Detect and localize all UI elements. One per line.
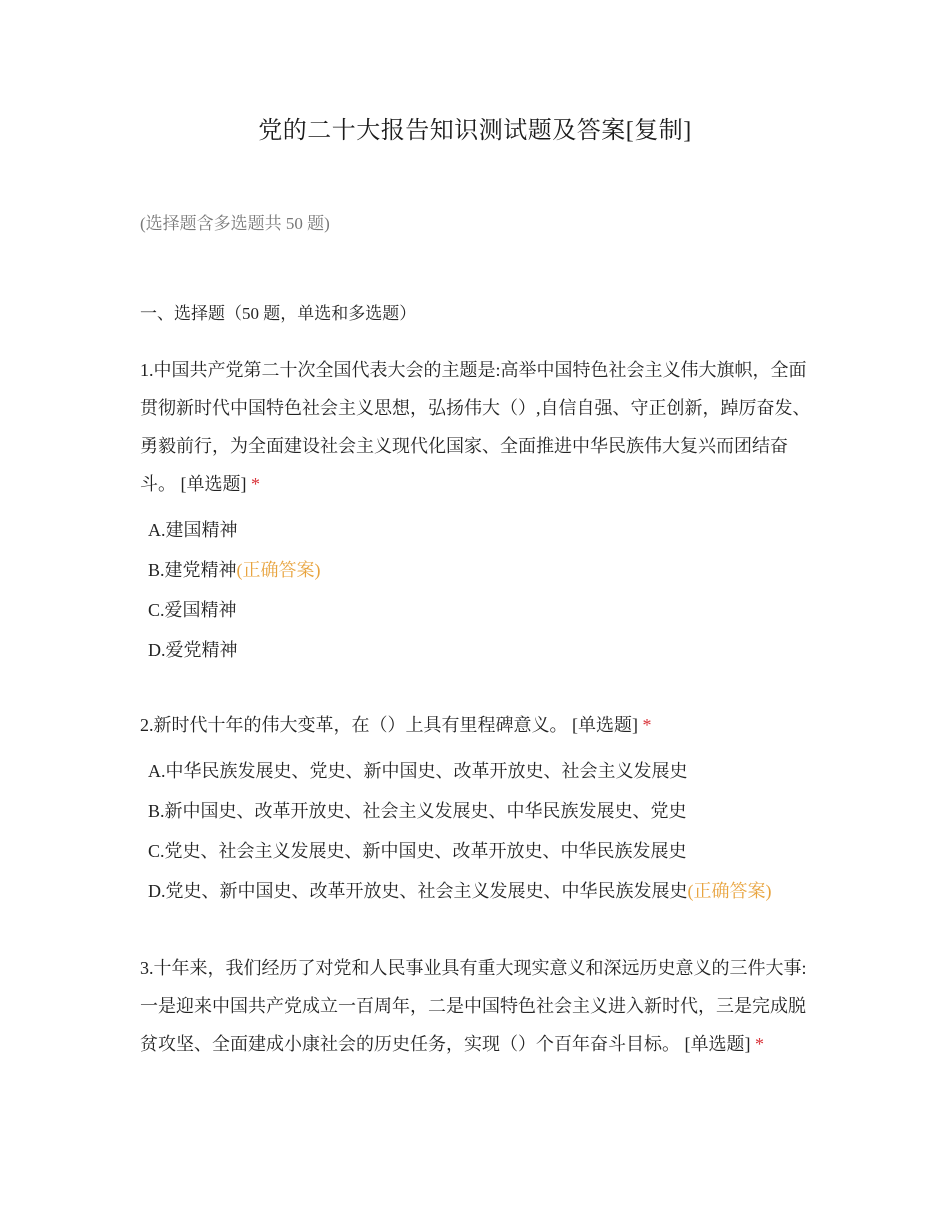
option-text: A.中华民族发展史、党史、新中国史、改革开放史、社会主义发展史 <box>148 761 688 781</box>
question-1-type-tag: [单选题] <box>180 474 247 494</box>
option-text: A.建国精神 <box>148 520 238 540</box>
question-2-option-a[interactable] <box>148 751 848 791</box>
question-1-option-d[interactable] <box>148 630 848 670</box>
question-2-option-b[interactable] <box>148 791 848 831</box>
question-1 <box>140 351 820 503</box>
question-3-type-tag: [单选题] <box>684 1034 751 1054</box>
question-1-option-c[interactable] <box>148 590 848 630</box>
question-1-options <box>148 510 848 670</box>
question-3 <box>140 949 820 1063</box>
section-heading: 一、选择题（50 题，单选和多选题） <box>140 304 417 323</box>
option-text: D.爱党精神 <box>148 640 238 660</box>
question-2-text: 2.新时代十年的伟大变革，在（）上具有里程碑意义。 <box>140 715 568 735</box>
question-3-text: 3.十年来，我们经历了对党和人民事业具有重大现实意义和深远历史意义的三件大事:一是迎来中国共产党成立一百周年，二是中国特色社会主义进入新时代，三是完成脱贫攻坚、全面建成小康社会的历史任务，实现（）个百年奋斗目标。 <box>140 958 807 1054</box>
question-1-text: 1.中国共产党第二十次全国代表大会的主题是:高举中国特色社会主义伟大旗帜，全面贯彻新时代中国特色社会主义思想，弘扬伟大（）,自信自强、守正创新，踔厉奋发、勇毅前行，为全面建设社会主义现代化国家、全面推进中华民族伟大复兴而团结奋斗。 <box>140 360 811 494</box>
correct-answer-badge: (正确答案) <box>236 560 321 580</box>
option-text: D.党史、新中国史、改革开放史、社会主义发展史、中华民族发展史 <box>148 881 688 901</box>
option-text: C.党史、社会主义发展史、新中国史、改革开放史、中华民族发展史 <box>148 841 687 861</box>
page-title: 党的二十大报告知识测试题及答案[复制] <box>258 118 692 144</box>
question-1-option-b[interactable] <box>148 550 848 590</box>
question-2-options <box>148 751 848 911</box>
correct-answer-badge: (正确答案) <box>687 881 772 901</box>
option-text: C.爱国精神 <box>148 600 237 620</box>
required-marker: * <box>755 1034 764 1054</box>
required-marker: * <box>642 715 652 735</box>
question-1-option-a[interactable] <box>148 510 848 550</box>
option-text: B.新中国史、改革开放史、社会主义发展史、中华民族发展史、党史 <box>148 801 687 821</box>
question-2-option-d[interactable] <box>148 871 848 911</box>
question-2-type-tag: [单选题] <box>572 715 638 735</box>
question-2 <box>140 706 820 744</box>
required-marker: * <box>251 474 260 494</box>
question-2-option-c[interactable] <box>148 831 848 871</box>
option-text: B.建党精神 <box>148 560 237 580</box>
page-subtitle: (选择题含多选题共 50 题) <box>140 214 330 233</box>
